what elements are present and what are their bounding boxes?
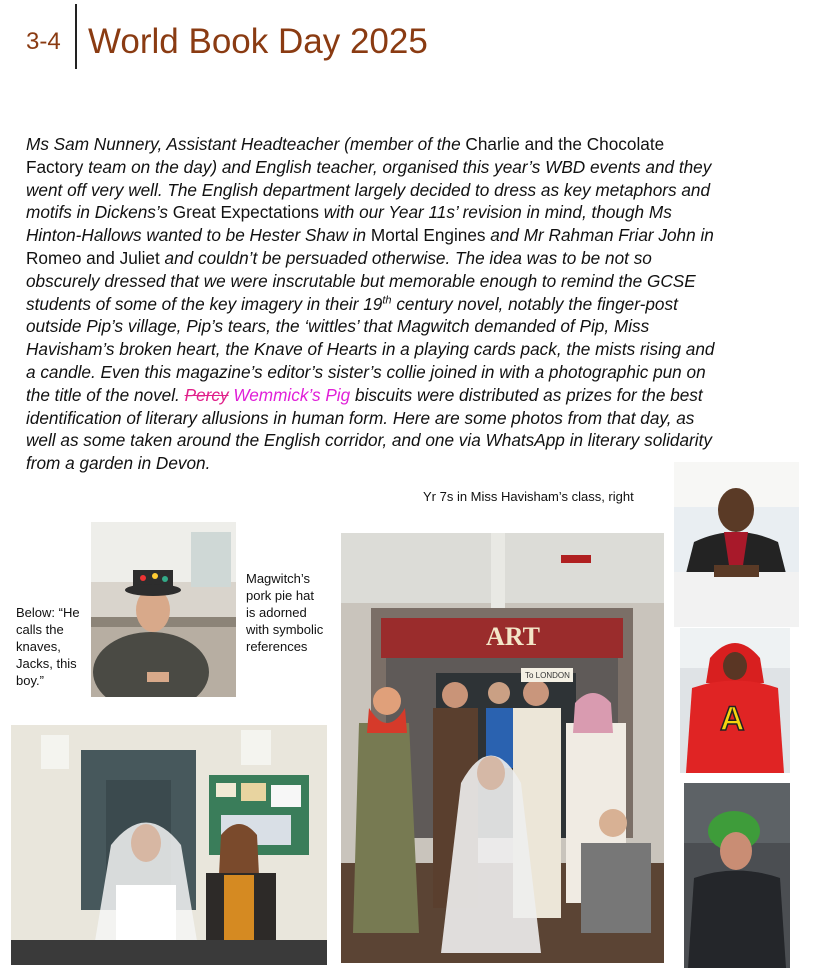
photo-magwitch-hat <box>91 522 236 697</box>
book-title-great-expectations: Great Expectations <box>172 202 319 223</box>
article-text-2: team on the day) and English teacher, organised this year’s WBD events and they went off very well. The English department largely decided to dress as key metaphors and motifs in Dickens’s <box>26 156 712 223</box>
art-sign-text: ART <box>486 622 540 651</box>
ordinal-suffix: th <box>382 293 392 306</box>
article-text-4: and Mr Rahman Friar John in <box>485 225 714 246</box>
photo-green-wig <box>684 783 790 968</box>
struck-word: Percy <box>184 384 229 405</box>
photo-yr7-student <box>674 462 799 627</box>
hoodie-letter: A <box>720 700 745 738</box>
photo-havisham-and-teacher <box>11 725 327 965</box>
article-text-5: and couldn’t be persuaded otherwise. The idea was to be not so obscurely dressed that we were inscrutable but memorable enough to remind the GCSE students of some of the key imagery in their 19 <box>26 247 696 314</box>
page-number: 3-4 <box>26 28 61 55</box>
photo-english-department-group <box>341 533 664 963</box>
highlighted-phrase: Wemmick’s Pig <box>233 384 351 405</box>
article-body <box>26 133 726 475</box>
caption-below: Below: “He calls the knaves, Jacks, this boy.” <box>16 605 80 688</box>
book-title-mortal-engines: Mortal Engines <box>370 225 486 246</box>
page-title: World Book Day 2025 <box>88 22 428 61</box>
caption-havisham-class: Yr 7s in Miss Havisham’s class, right <box>423 489 634 504</box>
header-divider <box>75 4 77 69</box>
london-sign-text: To LONDON <box>525 671 570 680</box>
article-text-1: Ms Sam Nunnery, Assistant Headteacher (member of the <box>26 134 466 154</box>
book-title-romeo-juliet: Romeo and Juliet <box>26 247 160 268</box>
book-title-charlie: Charlie and the Chocolate Factory <box>26 134 665 177</box>
photo-red-hoodie <box>680 628 790 773</box>
article-text-7: biscuits were distributed as prizes for the best identification of literary allusions in human form. Here are some photos from that day, as well as some taken around the English corridor, and one via WhatsApp in literary solidarity from a garden in Devon. <box>26 384 712 474</box>
caption-magwitch: Magwitch’s pork pie hat is adorned with symbolic references <box>246 571 324 654</box>
article-text-6: century novel, notably the finger-post outside Pip’s village, Pip’s tears, the ‘wittles’ that Magwitch demanded of Pip, Miss Havisham’s broken heart, the Knave of Hearts in a playing cards pack, the mists rising and a candle. Even this magazine’s editor’s sister’s collie joined in with a photographic pun on the title of the novel. <box>26 293 715 405</box>
article-text-3: with our Year 11s’ revision in mind, though Ms Hinton-Hallows wanted to be Hester Shaw in <box>26 202 672 246</box>
